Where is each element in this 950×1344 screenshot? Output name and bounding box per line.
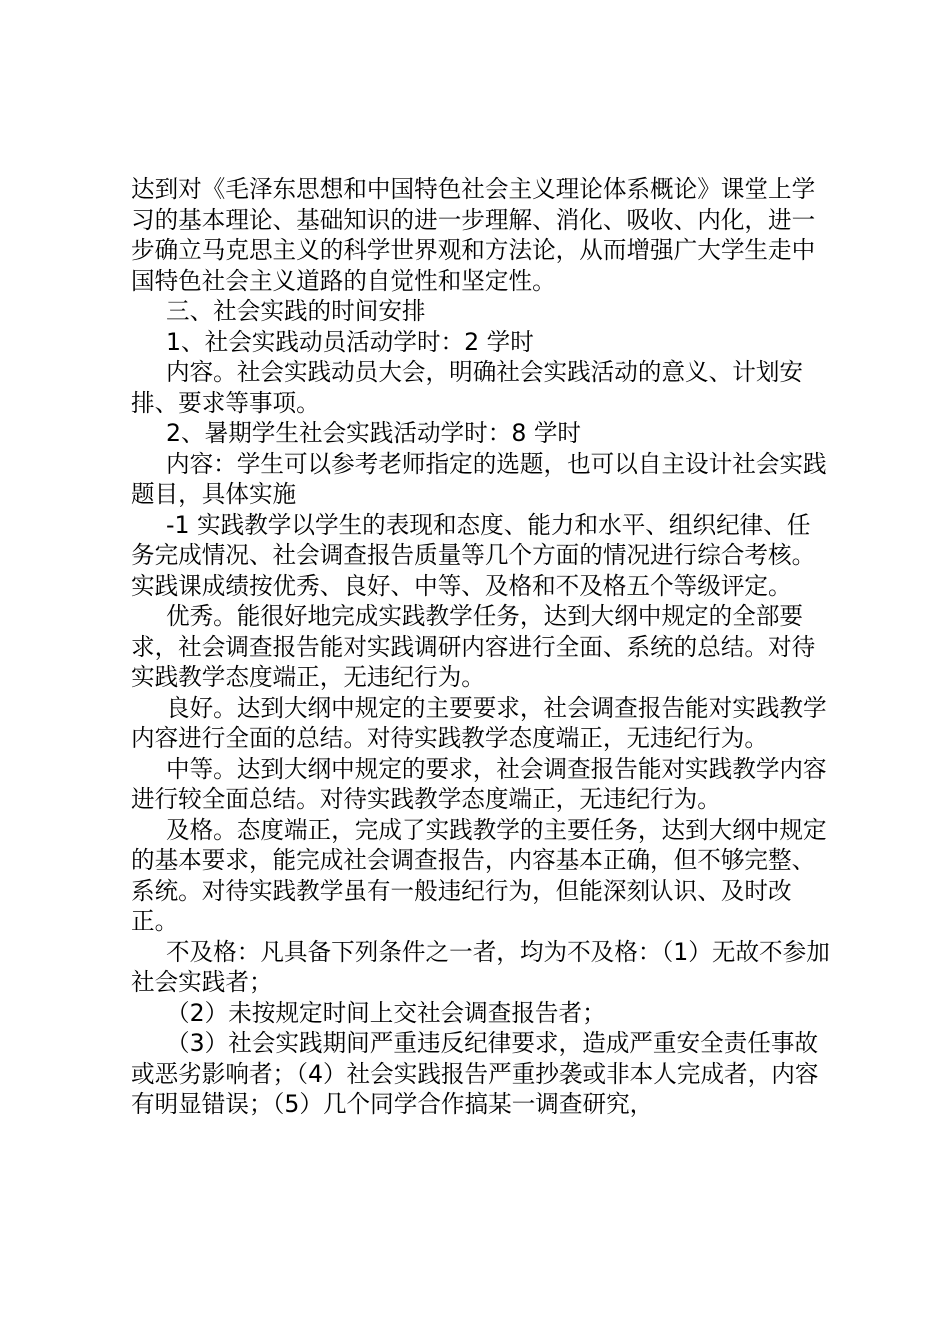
paragraph-summer-practice-content: 内容：学生可以参考老师指定的选题，也可以自主设计社会实践题目，具体实施 — [131, 449, 827, 508]
paragraph-assessment: -1 实践教学以学生的表现和态度、能力和水平、组织纪律、任务完成情况、社会调查报告质量等几个方面的情况进行综合考核。实践课成绩按优秀、良好、中等、及格和不及格五个等级评定。 — [131, 510, 816, 600]
paragraph-fail-condition-3-5: （3）社会实践期间严重违反纪律要求，造成严重安全责任事故或恶劣影响者；（4）社会实践报告严重抄袭或非本人完成者，内容有明显错误；（5）几个同学合作搞某一调查研究， — [131, 1029, 819, 1118]
paragraph-fail-condition-2: （2）未按规定时间上交社会调查报告者； — [166, 998, 606, 1027]
item-mobilization-hours: 1、社会实践动员活动学时：2 学时 — [166, 327, 534, 356]
item-summer-practice-hours: 2、暑期学生社会实践活动学时：8 学时 — [166, 419, 582, 447]
document-body — [131, 174, 831, 1120]
paragraph-grade-medium: 中等。达到大纲中规定的要求，社会调查报告能对实践教学内容进行较全面总结。对待实践教学态度端正，无违纪行为。 — [131, 754, 827, 813]
paragraph-grade-fail: 不及格：凡具备下列条件之一者，均为不及格：（1）无故不参加社会实践者； — [131, 937, 830, 996]
paragraph-grade-excellent: 优秀。能很好地完成实践教学任务，达到大纲中规定的全部要求，社会调查报告能对实践调研内容进行全面、系统的总结。对待实践教学态度端正，无违纪行为。 — [131, 602, 816, 691]
paragraph-grade-pass: 及格。态度端正，完成了实践教学的主要任务，达到大纲中规定的基本要求，能完成社会调查报告，内容基本正确，但不够完整、系统。对待实践教学虽有一般违纪行为，但能深刻认识、及时改正。 — [131, 815, 827, 935]
paragraph-intro-conclusion: 达到对《毛泽东思想和中国特色社会主义理论体系概论》课堂上学习的基本理论、基础知识的进一步理解、消化、吸收、内化，进一步确立马克思主义的科学世界观和方法论，从而增强广大学生走中国特色社会主义道路的自觉性和坚定性。 — [131, 175, 816, 295]
paragraph-grade-good: 良好。达到大纲中规定的主要要求，社会调查报告能对实践教学内容进行全面的总结。对待实践教学态度端正，无违纪行为。 — [131, 693, 827, 752]
paragraph-mobilization-content: 内容。社会实践动员大会，明确社会实践活动的意义、计划安排、要求等事项。 — [131, 358, 804, 417]
section-heading-schedule: 三、社会实践的时间安排 — [166, 297, 426, 325]
